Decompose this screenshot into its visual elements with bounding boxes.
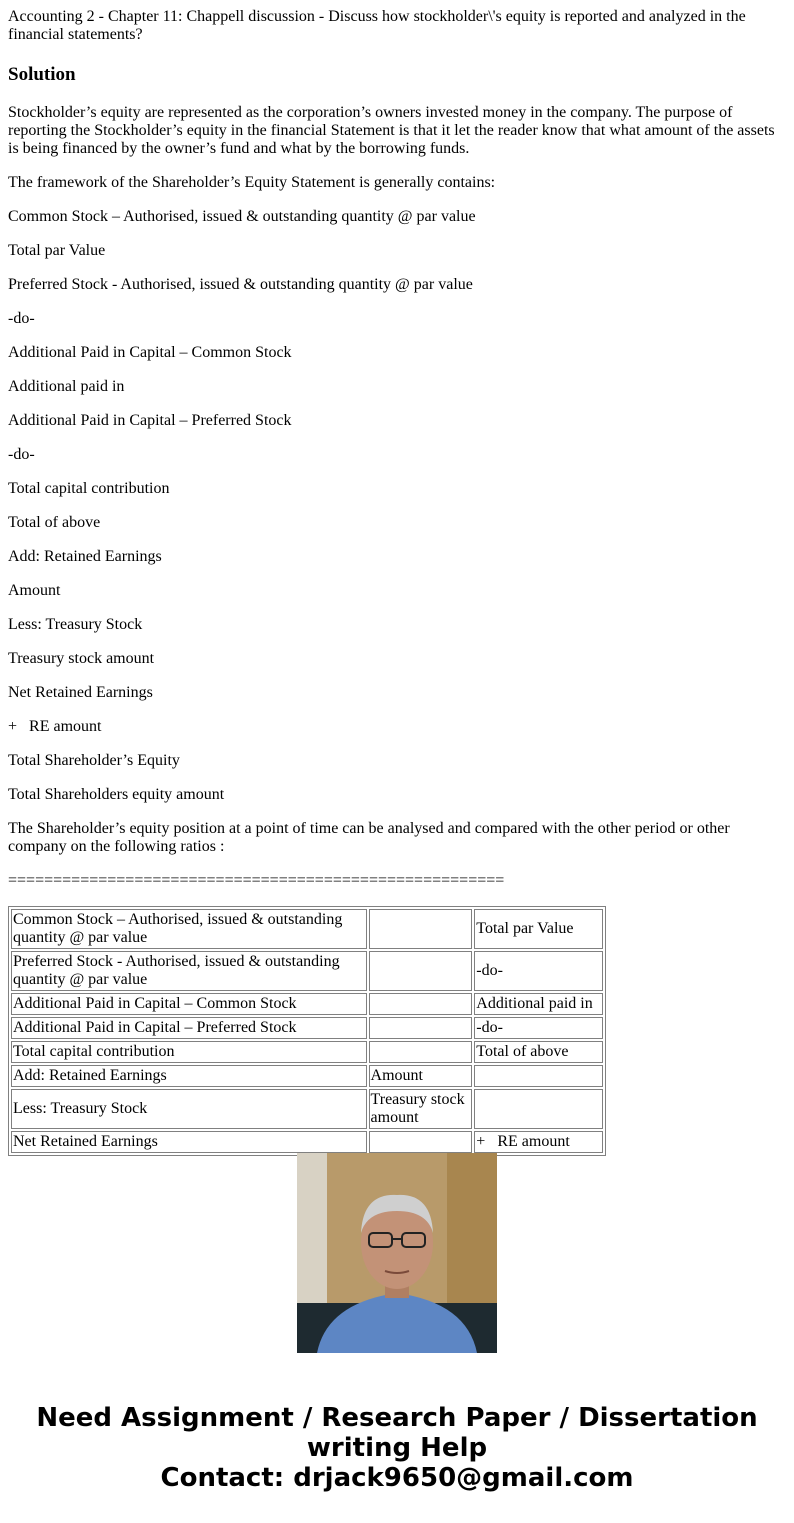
solution-heading: Solution xyxy=(8,64,76,85)
table-cell: Amount xyxy=(369,1065,473,1087)
question-title: Accounting 2 - Chapter 11: Chappell discussion - Discuss how stockholder\'s equity is reported and analyzed in the financial statements? xyxy=(8,8,746,43)
document-content xyxy=(8,8,786,1150)
table-row xyxy=(11,1131,603,1153)
table-cell xyxy=(369,993,473,1015)
table-row xyxy=(11,1065,603,1087)
paragraph: Total Shareholder’s Equity xyxy=(8,752,180,769)
paragraph: Additional Paid in Capital – Preferred Stock xyxy=(8,412,292,429)
table-cell: Total of above xyxy=(474,1041,603,1063)
paragraph: The framework of the Shareholder’s Equity Statement is generally contains: xyxy=(8,174,496,191)
footer-contact: Contact: drjack9650@gmail.com xyxy=(160,1463,634,1493)
table-cell xyxy=(369,909,473,949)
table-cell: Treasury stock amount xyxy=(369,1089,473,1129)
footer-banner xyxy=(0,1403,794,1493)
table-cell: Preferred Stock - Authorised, issued & outstanding quantity @ par value xyxy=(11,951,367,991)
table-cell: Additional paid in xyxy=(474,993,603,1015)
table-cell: Total par Value xyxy=(474,909,603,949)
table-row xyxy=(11,951,603,991)
paragraph: ======================================================= xyxy=(8,872,505,889)
paragraph: Net Retained Earnings xyxy=(8,684,153,701)
paragraph: Additional paid in xyxy=(8,378,125,395)
paragraph: Add: Retained Earnings xyxy=(8,548,162,565)
paragraph: Total Shareholders equity amount xyxy=(8,786,225,803)
table-cell: -do- xyxy=(474,1017,603,1039)
paragraph: Treasury stock amount xyxy=(8,650,155,667)
paragraph: Less: Treasury Stock xyxy=(8,616,143,633)
paragraph: -do- xyxy=(8,446,35,463)
paragraph: -do- xyxy=(8,310,35,327)
solution-body xyxy=(8,104,786,890)
table-cell xyxy=(369,1041,473,1063)
table-cell: Total capital contribution xyxy=(11,1041,367,1063)
table-cell xyxy=(474,1065,603,1087)
paragraph: Total capital contribution xyxy=(8,480,170,497)
paragraph: Stockholder’s equity are represented as the corporation’s owners invested money in the company. The purpose of reporting the Stockholder’s equity in the financial Statement is that it let the reader know that what amount of the assets is being financed by the owner’s fund and what by the borrowing funds. xyxy=(8,104,779,157)
table-row xyxy=(11,1041,603,1063)
table-cell xyxy=(369,1017,473,1039)
table-cell: Common Stock – Authorised, issued & outstanding quantity @ par value xyxy=(11,909,367,949)
table-cell: -do- xyxy=(474,951,603,991)
paragraph: The Shareholder’s equity position at a point of time can be analysed and compared with the other period or other company on the following ratios : xyxy=(8,820,734,855)
table-cell xyxy=(369,951,473,991)
table-cell: Additional Paid in Capital – Common Stock xyxy=(11,993,367,1015)
table-cell xyxy=(369,1131,473,1153)
table-row xyxy=(11,993,603,1015)
footer-help-text: Need Assignment / Research Paper / Dissertation writing Help xyxy=(36,1403,758,1463)
author-avatar xyxy=(297,1153,497,1353)
table-cell xyxy=(474,1089,603,1129)
equity-table xyxy=(8,906,606,1156)
paragraph: Preferred Stock - Authorised, issued & outstanding quantity @ par value xyxy=(8,276,473,293)
table-row xyxy=(11,1089,603,1129)
table-cell: + RE amount xyxy=(474,1131,603,1153)
paragraph: Total par Value xyxy=(8,242,106,259)
paragraph: Common Stock – Authorised, issued & outstanding quantity @ par value xyxy=(8,208,476,225)
table-cell: Less: Treasury Stock xyxy=(11,1089,367,1129)
table-cell: Net Retained Earnings xyxy=(11,1131,367,1153)
paragraph: Additional Paid in Capital – Common Stock xyxy=(8,344,292,361)
paragraph: Amount xyxy=(8,582,61,599)
table-cell: Add: Retained Earnings xyxy=(11,1065,367,1087)
paragraph: + RE amount xyxy=(8,718,102,735)
paragraph: Total of above xyxy=(8,514,101,531)
table-row xyxy=(11,1017,603,1039)
table-cell: Additional Paid in Capital – Preferred Stock xyxy=(11,1017,367,1039)
table-row xyxy=(11,909,603,949)
